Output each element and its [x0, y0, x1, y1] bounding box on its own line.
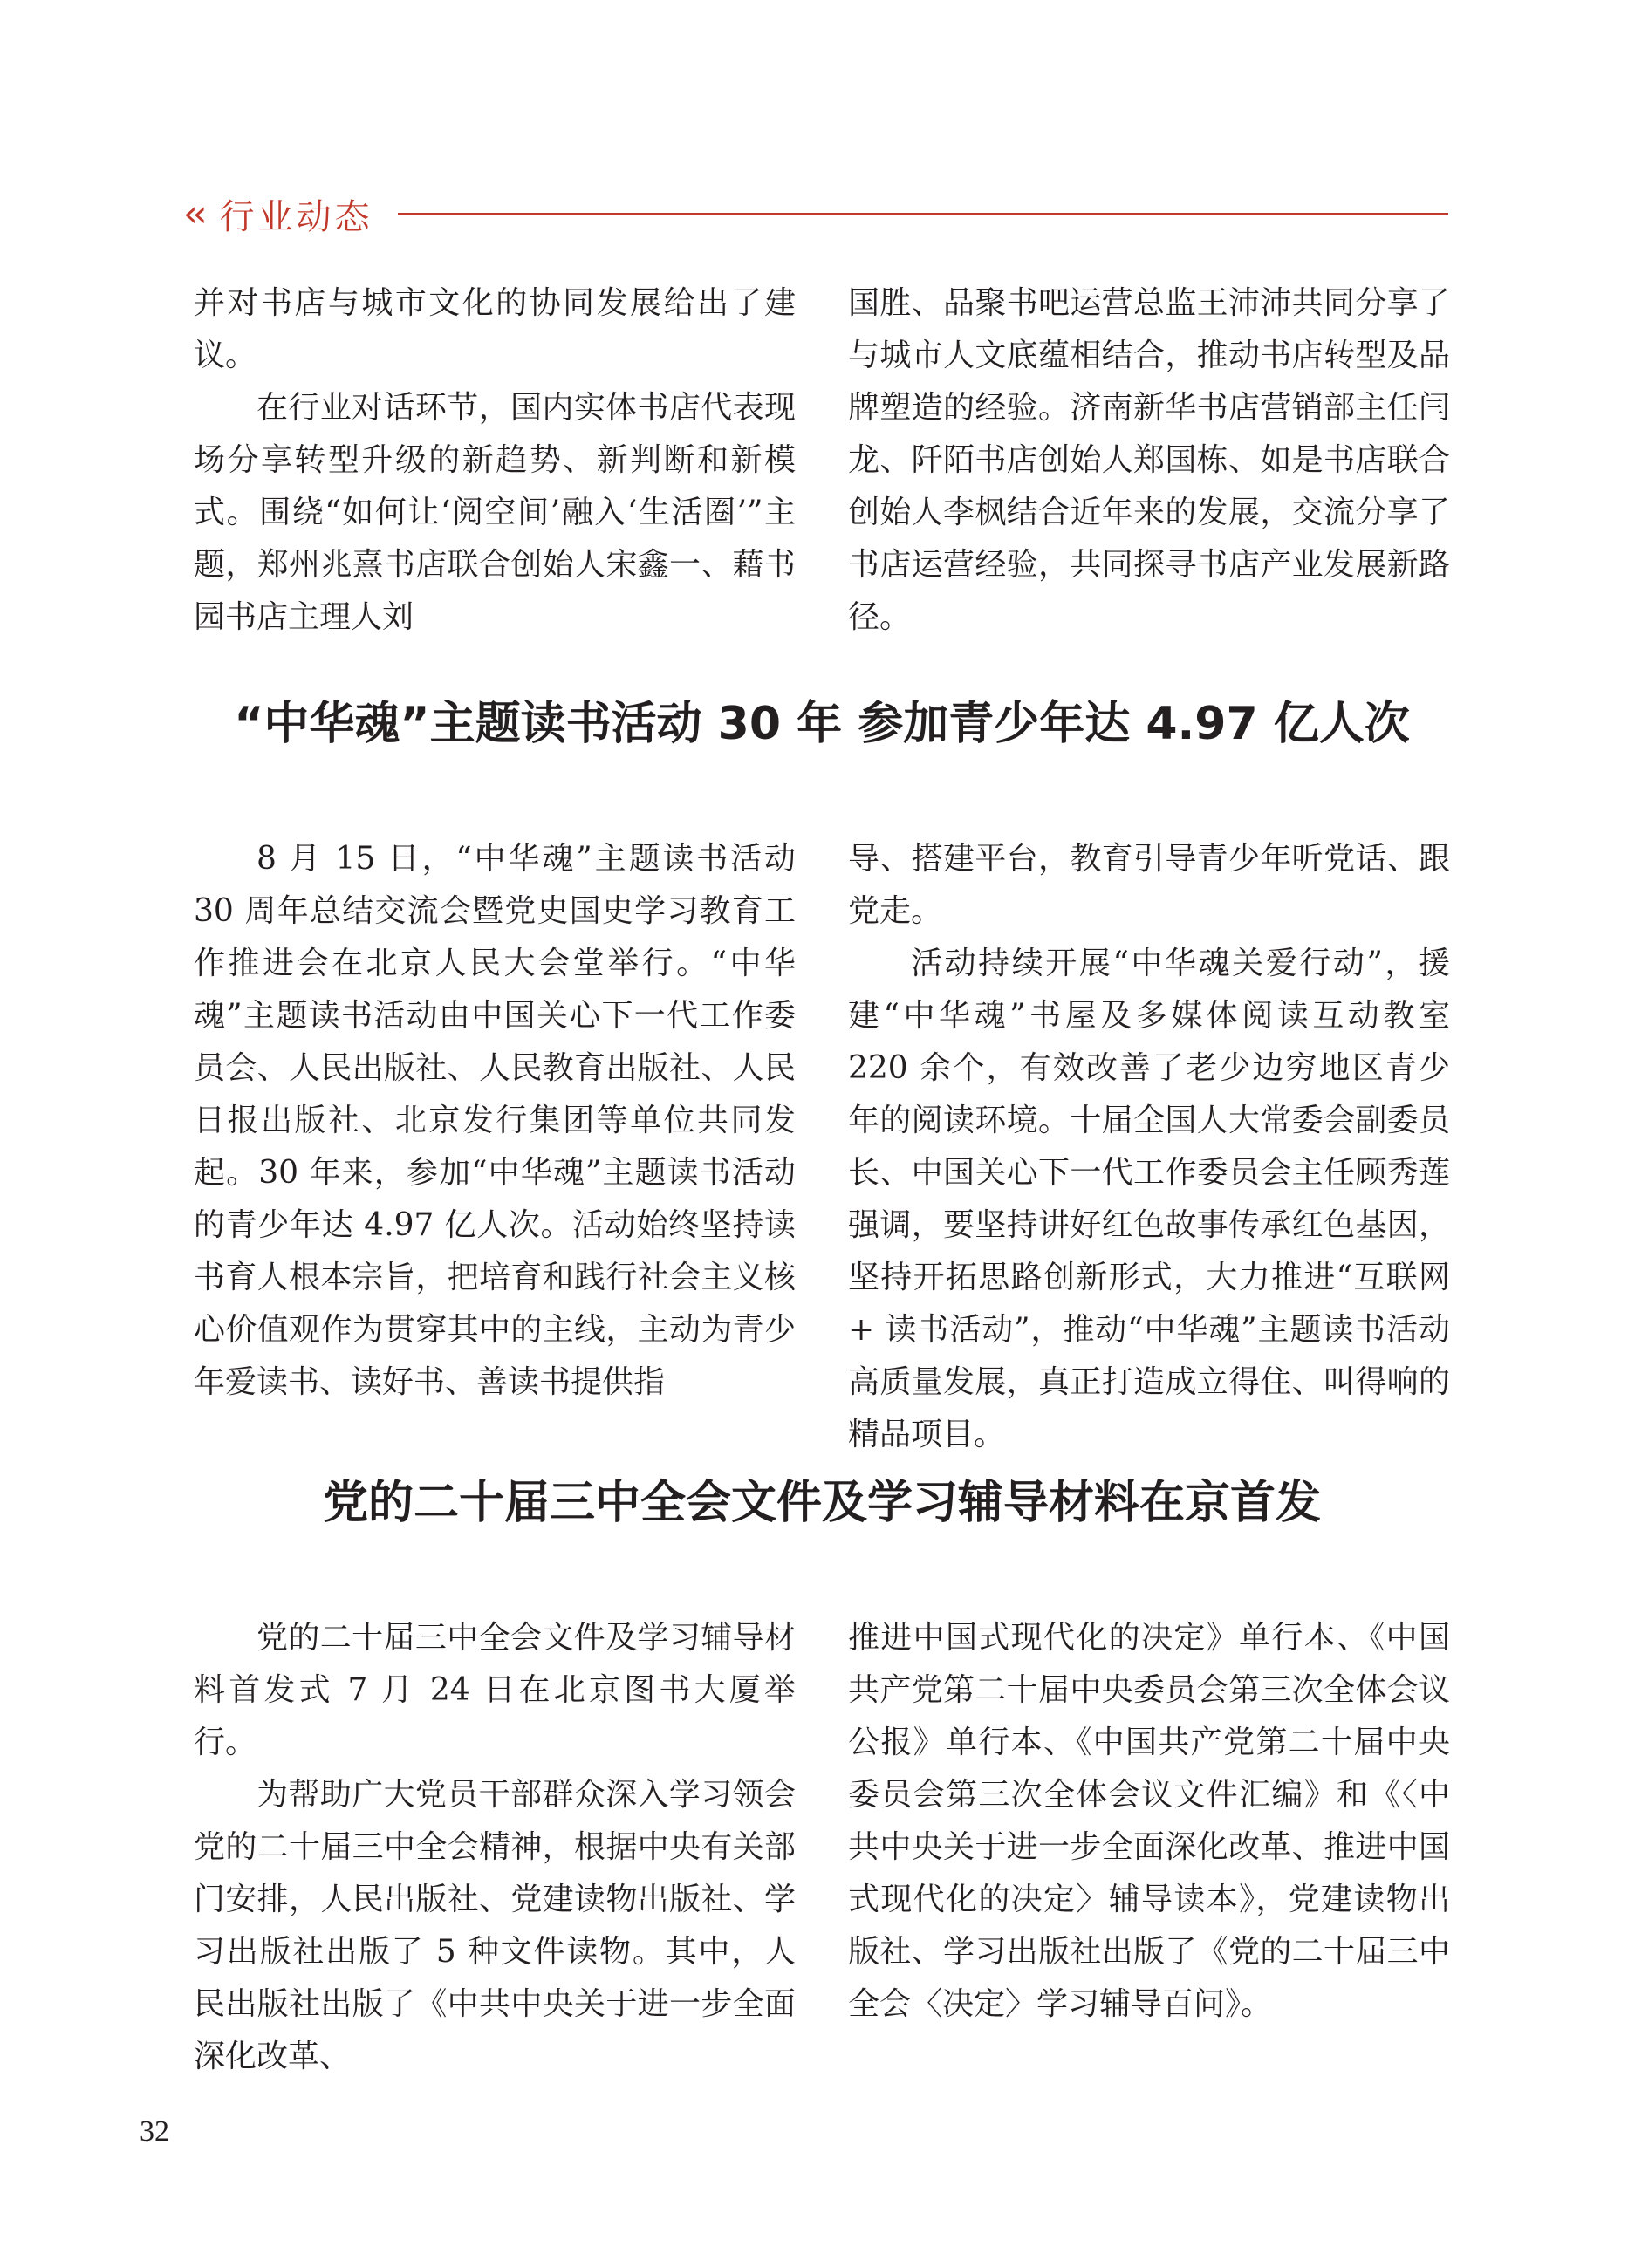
paragraph: 并对书店与城市文化的协同发展给出了建议。	[194, 285, 796, 373]
section-header	[183, 188, 1448, 240]
page-number: 32	[140, 2115, 169, 2148]
article-2-right-column	[848, 833, 1450, 1461]
paragraph: 8 月 15 日，“中华魂”主题读书活动 30 周年总结交流会暨党史国史学习教育工作推进会在北京人民大会堂举行。“中华魂”主题读书活动由中国关心下一代工作委员会、人民出版社、人民教育出版社、人民日报出版社、北京发行集团等单位共同发起。30 年来，参加“中华魂”主题读书活动的青少年达 4.97 亿人次。活动始终坚持读书育人根本宗旨，把培育和践行社会主义核心价值观作为贯穿其中的主线，主动为青少年爱读书、读好书、善读书提供指	[194, 841, 796, 1400]
article-3-right-column	[848, 1612, 1450, 2083]
paragraph: 国胜、品聚书吧运营总监王沛沛共同分享了与城市人文底蕴相结合，推动书店转型及品牌塑造的经验。济南新华书店营销部主任闫龙、阡陌书店创始人郑国栋、如是书店联合创始人李枫结合近年来的发展，交流分享了书店运营经验，共同探寻书店产业发展新路径。	[848, 285, 1450, 635]
article-3	[194, 1472, 1450, 2083]
article-2-left-column	[194, 833, 796, 1461]
paragraph: 为帮助广大党员干部群众深入学习领会党的二十届三中全会精神，根据中央有关部门安排，人民出版社、党建读物出版社、学习出版社出版了 5 种文件读物。其中，人民出版社出版了《中共中央关于进一步全面深化改革、	[194, 1777, 796, 2074]
paragraph: 在行业对话环节，国内实体书店代表现场分享转型升级的新趋势、新判断和新模式。围绕“如何让‘阅空间’融入‘生活圈’”主题，郑州兆熹书店联合创始人宋鑫一、藉书园书店主理人刘	[194, 390, 796, 635]
section-title: 行业动态	[219, 196, 373, 237]
paragraph: 党的二十届三中全会文件及学习辅导材料首发式 7 月 24 日在北京图书大厦举行。	[194, 1620, 796, 1760]
article-2	[194, 693, 1450, 1461]
paragraph: 活动持续开展“中华魂关爱行动”，援建“中华魂”书屋及多媒体阅读互动教室 220 余个，有效改善了老少边穷地区青少年的阅读环境。十届全国人大常委会副委员长、中国关心下一代工作委员会主任顾秀莲强调，要坚持讲好红色故事传承红色基因，坚持开拓思路创新形式，大力推进“互联网 + 读书活动”，推动“中华魂”主题读书活动高质量发展，真正打造成立得住、叫得响的精品项目。	[848, 946, 1450, 1452]
header-rule	[398, 213, 1448, 215]
article-1-right-column	[848, 277, 1450, 644]
chevron-left-icon: ‹‹	[183, 192, 202, 235]
article-3-left-column	[194, 1612, 796, 2083]
paragraph: 导、搭建平台，教育引导青少年听党话、跟党走。	[848, 841, 1450, 929]
article-3-title: 党的二十届三中全会文件及学习辅导材料在京首发	[322, 1477, 1321, 1529]
paragraph: 推进中国式现代化的决定》单行本、《中国共产党第二十届中央委员会第三次全体会议公报》单行本、《中国共产党第二十届中央委员会第三次全体会议文件汇编》和《〈中共中央关于进一步全面深化改革、推进中国式现代化的决定〉辅导读本》，党建读物出版社、学习出版社出版了《党的二十届三中全会〈决定〉学习辅导百问》。	[848, 1620, 1450, 2022]
article-2-title: “中华魂”主题读书活动 30 年 参加青少年达 4.97 亿人次	[234, 698, 1410, 750]
article-1-left-column	[194, 277, 796, 644]
article-1	[194, 277, 1450, 644]
